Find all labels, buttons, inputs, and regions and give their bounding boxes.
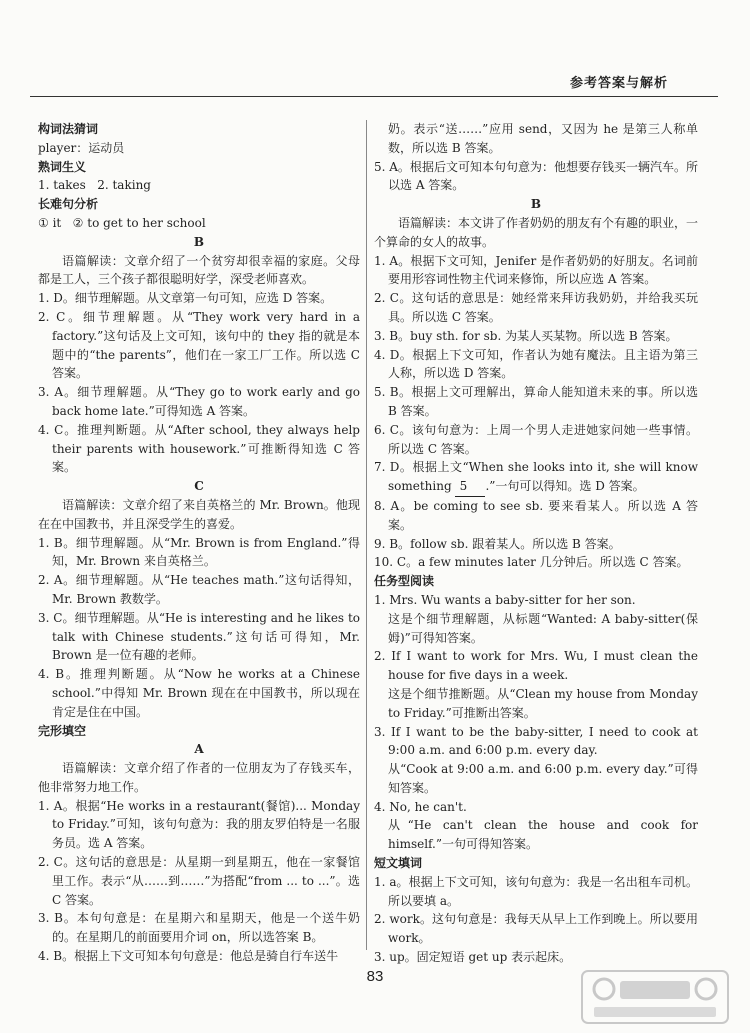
answer-item: 1. A。根据下文可知，Jenifer 是作者奶奶的好朋友。名词前要用形容词性物主代词来修饰，所以应选 A 答案。 [374,253,698,287]
answer-item: 5. A。根据后文可知本句句意为：他想要存钱买一辆汽车。所以选 A 答案。 [374,159,698,193]
answer-item: 9. B。follow sb. 跟着某人。所以选 B 答案。 [374,536,621,551]
answer-item: 1. B。细节理解题。从“Mr. Brown is from England.”得知，Mr. Brown 来自英格兰。 [38,535,360,569]
text-line: player：运动员 [38,140,125,155]
answer-item: 2. A。细节理解题。从“He teaches math.”这句话得知，Mr. Brown 教数学。 [38,573,360,606]
answer-item: 10. C。a few minutes later 几分钟后。所以选 C 答案。 [374,555,689,570]
passage-summary: 语篇解读：文章介绍了一个贫穷却很幸福的家庭。父母都是工人，三个孩子都很聪明好学，深受老师喜欢。 [38,253,360,287]
answer-item: 2. If I want to work for Mrs. Wu, I must clean the house for five days in a week. [374,649,702,683]
text-line: 1. takes 2. taking [38,178,151,193]
fill-blank: 5 [455,477,485,497]
right-column [374,120,702,967]
text-line: ① it ② to get to her school [38,215,206,230]
answer-text: 7. D。根据上文“When she looks into it, she will know something [374,460,702,494]
answer-item: 8. A。be coming to see sb. 要来看某人。所以选 A 答案。 [374,498,698,532]
answer-explanation: 这是个细节推断题。从“Clean my house from Monday to Friday.”可推断出答案。 [388,686,702,720]
answer-item: 2. C。细节理解题。从“They work very hard in a factory.”这句话及上文可知，该句中的 they 指的就是本题中的“the parents”，他们在一家工厂工作。所以选 C 答案。 [38,309,364,381]
answer-item: 3. If I want to be the baby-sitter, I need to cook at 9:00 a.m. and 6:00 p.m. every day. [374,724,702,758]
answer-item: 6. C。该句句意为：上周一个男人走进她家问她一些事情。所以选 C 答案。 [374,422,698,456]
answer-item: 5. B。根据上文可理解出，算命人能知道未来的事。所以选 B 答案。 [374,385,702,418]
answer-explanation: 从“He can't clean the house and cook for himself.”一句可得知答案。 [388,818,702,852]
answer-item: 1. A。根据“He works in a restaurant(餐馆)... Monday to Friday.”可知，该句句意为：我的朋友罗伯特是一名服务员。选 A 答案。 [38,798,364,851]
answer-item: 3. C。细节理解题。从“He is interesting and he likes to talk with Chinese students.”这句话可得知，Mr. Brown 是一位有趣的老师。 [38,610,364,663]
answer-item: 3. up。固定短语 get up 表示起床。 [374,950,572,965]
answer-item: 1. Mrs. Wu wants a baby-sitter for her son. [374,592,636,607]
answer-item: 1. D。细节理解题。从文章第一句可知，应选 D 答案。 [38,291,333,306]
answer-item: 1. a。根据上下文可知，该句句意为：我是一名出租车司机。所以要填 a。 [374,874,698,908]
answer-explanation: 这是个细节理解题，从标题“Wanted: A baby-sitter(保姆)”可得知答案。 [388,611,698,645]
answer-item: 3. B。本句句意是：在星期六和星期天，他是一个送牛奶的。在星期几的前面要用介词 on，所以选答案 B。 [38,911,360,945]
passage-label: C [194,479,204,494]
answer-item: 2. work。这句句意是：我每天从早上工作到晚上。所以要用 work。 [374,912,702,946]
answer-item: 3. B。buy sth. for sb. 为某人买某物。所以选 B 答案。 [374,328,678,343]
section-heading: 长难句分析 [38,197,99,212]
watermark-logo [580,969,730,1025]
passage-label: B [193,234,205,249]
answer-item: 2. C。这句话的意思是：她经常来拜访我奶奶，并给我买玩具。所以选 C 答案。 [374,291,698,324]
passage-label: A [194,742,204,757]
column-divider [366,120,367,950]
answer-item: 2. C。这句话的意思是：从星期一到星期五，他在一家餐馆里工作。表示“从……到……”为搭配“from ... to ...”。选 C 答案。 [38,855,364,907]
section-heading: 短文填词 [374,856,423,871]
header-rule [30,96,718,97]
answer-item: 4. B。推理判断题。从“Now he works at a Chinese school.”中得知 Mr. Brown 现在在中国教书，所以现在肯定是住在中国。 [38,667,364,719]
answer-item: 4. B。根据上下文可知本句句意是：他总是骑自行车送牛 [38,949,339,964]
section-heading: 构词法猜词 [38,122,99,136]
answer-item: 4. D。根据上下文可知，作者认为她有魔法。且主语为第三人称，所以选 D 答案。 [374,347,698,381]
answer-explanation: 奶。表示“送……”应用 send，又因为 he 是第三人称单数，所以选 B 答案。 [388,122,698,155]
answer-explanation: 从“Cook at 9:00 a.m. and 6:00 p.m. every day.”可得知答案。 [388,762,698,795]
passage-summary: 语篇解读：文章介绍了作者的一位朋友为了存钱买车，他非常努力地工作。 [38,761,360,794]
answer-item: 4. C。推理判断题。从“After school, they always help their parents with housework.”可推断得知选 C 答案。 [38,422,364,475]
answer-item: 3. A。细节理解题。从“They go to work early and go back home late.”可得知选 A 答案。 [38,385,364,418]
section-heading: 任务型阅读 [374,574,435,589]
passage-label: B [530,197,542,212]
page-number: 83 [366,968,384,985]
section-heading: 熟词生义 [38,159,87,174]
answer-text: .”一句可以得知。选 D 答案。 [485,479,645,494]
passage-summary: 语篇解读：文章介绍了来自英格兰的 Mr. Brown。他现在在中国教书，并且深受学生的喜爱。 [38,497,360,531]
section-heading: 完形填空 [38,723,87,738]
answer-item: 4. No, he can't. [374,799,467,814]
passage-summary: 语篇解读：本文讲了作者奶奶的朋友有个有趣的职业，一个算命的女人的故事。 [374,215,699,249]
page-header-title: 参考答案与解析 [569,76,668,91]
left-column [38,120,364,966]
answer-item [374,458,702,497]
